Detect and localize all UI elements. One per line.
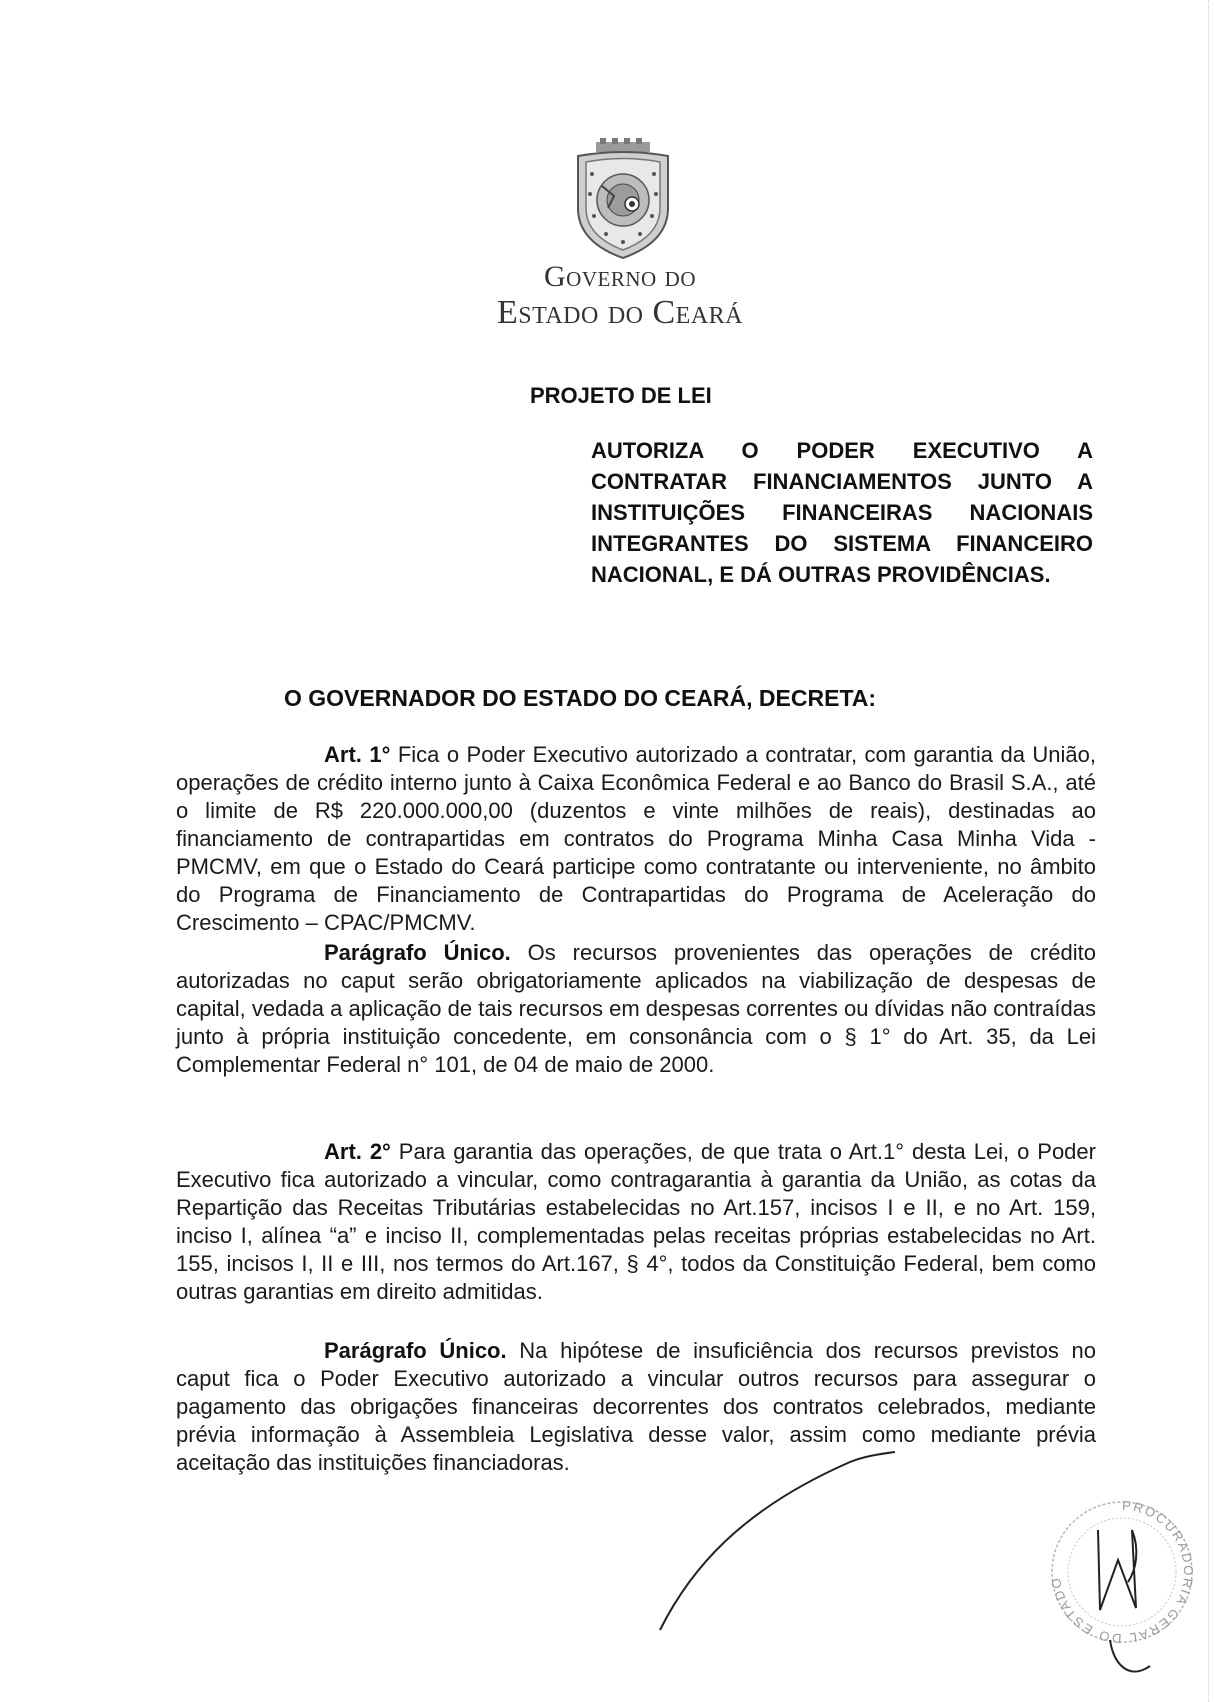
government-title-line2: Estado do Ceará [496,294,744,331]
article-1-paragraph [176,939,1096,1079]
document-title: PROJETO DE LEI [530,383,712,408]
article-1-label: Art. 1° [324,742,391,767]
article-2-text: Para garantia das operações, de que trata o Art.1° desta Lei, o Poder Executivo fica autorizado a vincular, como contragarantia à garantia da União, as cotas da Repartição das Receitas Tributárias estabelecidas no Art.157, incisos I e II, e no Art. 159, inciso I, alínea “a” e inciso II, complementadas pelas receitas próprias estabelecidas no Art. 155, incisos I, II e III, nos termos do Art.167, § 4°, todos da Constituição Federal, bem como outras garantias em direito admitidas. [176,1139,1096,1304]
article-1 [176,741,1096,937]
article-1-paragraph-text: Os recursos provenientes das operações de crédito autorizadas no caput serão obrigatoriamente aplicados na viabilização de despesas de capital, vedada a aplicação de tais recursos em despesas correntes ou dívidas não contraídas junto à própria instituição concedente, em consonância com o § 1° do Art. 35, da Lei Complementar Federal n° 101, de 04 de maio de 2000. [176,940,1096,1077]
article-1-text: Fica o Poder Executivo autorizado a contratar, com garantia da União, operações de crédito interno junto à Caixa Econômica Federal e ao Banco do Brasil S.A., até o limite de R$ 220.000.000,00 (duzentos e vinte milhões de reais), destinadas ao financiamento de contrapartidas em contratos do Programa Minha Casa Minha Vida - PMCMV, em que o Estado do Ceará participe como contratante ou interveniente, no âmbito do Programa de Financiamento de Contrapartidas do Programa de Aceleração do Crescimento – CPAC/PMCMV. [176,742,1096,935]
ceara-coat-of-arms-icon [568,138,678,262]
article-2-paragraph-text: Na hipótese de insuficiência dos recursos previstos no caput fica o Poder Executivo autorizado a vincular outros recursos para assegurar o pagamento das obrigações financeiras decorrentes dos contratos celebrados, mediante prévia informação à Assembleia Legislativa desse valor, assim como mediante prévia aceitação das instituições financiadoras. [176,1338,1096,1475]
procuradoria-stamp-icon [1040,1490,1205,1690]
document-ementa: AUTORIZA O PODER EXECUTIVO A CONTRATAR FINANCIAMENTOS JUNTO A INSTITUIÇÕES FINANCEIRAS NACIONAIS INTEGRANTES DO SISTEMA FINANCEIRO NACIONAL, E DÁ OUTRAS PROVIDÊNCIAS. [591,438,1093,587]
article-2-paragraph-label: Parágrafo Único. [324,1338,507,1363]
preamble: O GOVERNADOR DO ESTADO DO CEARÁ, DECRETA: [284,685,877,711]
svg-text:PROCURADORIA GERAL DO ESTADO: PROCURADORIA GERAL DO ESTADO [1047,1497,1197,1647]
government-title-line1: Governo do [544,260,696,293]
signature-icon [650,1450,900,1640]
article-2 [176,1138,1096,1306]
scan-edge [1208,0,1209,1702]
government-title [440,262,800,330]
article-2-label: Art. 2° [324,1139,391,1164]
article-2-paragraph [176,1337,1096,1477]
article-1-paragraph-label: Parágrafo Único. [324,940,511,965]
